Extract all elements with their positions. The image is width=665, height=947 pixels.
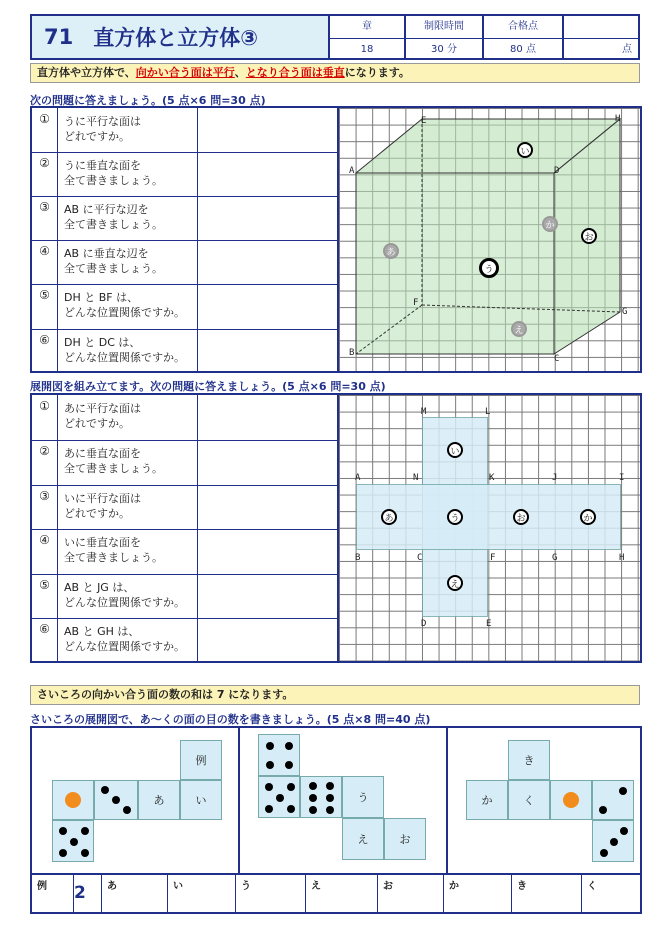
answer-field[interactable] <box>198 240 337 284</box>
answer-field[interactable] <box>198 152 337 196</box>
answer-cell-ki[interactable]: き <box>512 873 582 913</box>
die2-face-five <box>258 776 300 818</box>
answer-cell-ka[interactable]: か <box>444 873 512 913</box>
net-face-o: お <box>513 509 529 525</box>
cuboid-figure: A B C D E F G H あ い う え お か <box>339 108 640 371</box>
dice-rule-banner: さいころの向かい合う面の数の和は 7 になります。 <box>30 685 640 705</box>
section1-instructions: 次の問題に答えましょう。(5 点×6 問=30 点) <box>30 94 266 107</box>
die3-face-ka: か <box>466 780 508 820</box>
answer-field[interactable] <box>198 329 337 371</box>
net-figure: M L A N K J I B C F G H D E い あ う お か え <box>339 395 640 661</box>
q2-row-3: ③ いに平行な面は どれですか。 <box>32 485 337 530</box>
page-title <box>30 14 330 60</box>
answer-field[interactable] <box>198 196 337 240</box>
time-limit-box: 制限時間 30 分 <box>406 14 484 60</box>
q2-row-4: ④ いに垂直な面を 全て書きましょう。 <box>32 529 337 575</box>
answer-field[interactable] <box>198 284 337 329</box>
die3-face-one <box>550 780 592 820</box>
answer-cell-u[interactable]: う <box>236 873 306 913</box>
die1-face-three <box>94 780 138 820</box>
answer-field[interactable] <box>198 529 337 574</box>
section3-instructions: さいころの展開図で、あ～くの面の目の数を書きましょう。(5 点×8 問=40 点) <box>30 713 431 726</box>
die2-face-e: え <box>342 818 384 860</box>
q1-row-4: ④ AB に垂直な辺を 全て書きましょう。 <box>32 240 337 285</box>
q1-row-5: ⑤ DH と BF は、 どんな位置関係ですか。 <box>32 284 337 330</box>
worksheet-title: 直方体と立方体③ <box>93 26 259 50</box>
die2-face-u: う <box>342 776 384 818</box>
q1-row-6: ⑥ DH と DC は、 どんな位置関係ですか。 <box>32 329 337 371</box>
q1-row-1: ① うに平行な面は どれですか。 <box>32 108 337 153</box>
die2-face-six <box>300 776 342 818</box>
q2-row-2: ② あに垂直な面を 全て書きましょう。 <box>32 440 337 486</box>
answer-cell-a[interactable]: あ <box>102 873 168 913</box>
net-face-i: い <box>447 442 463 458</box>
answer-cell-i[interactable]: い <box>168 873 236 913</box>
net-face-u: う <box>447 509 463 525</box>
rule-banner: 直方体や立方体で、向かい合う面は平行、となり合う面は垂直になります。 <box>30 63 640 83</box>
die1-rei-face: 例 <box>180 740 222 780</box>
answer-cell-ku[interactable]: く <box>587 881 597 892</box>
net-face-e: え <box>447 575 463 591</box>
q1-row-2: ② うに垂直な面を 全て書きましょう。 <box>32 152 337 197</box>
q1-row-3: ③ AB に平行な辺を 全て書きましょう。 <box>32 196 337 241</box>
die3-face-ki: き <box>508 740 550 780</box>
answer-field[interactable] <box>198 440 337 485</box>
face-e-marker: え <box>511 321 527 337</box>
score-box[interactable]: 点 <box>564 14 640 60</box>
worksheet-number: 71 <box>44 25 74 49</box>
answer-label-rei: 例 <box>32 873 74 913</box>
die2-face-four <box>258 734 300 776</box>
face-a-marker: あ <box>383 243 399 259</box>
answer-cell-e[interactable]: え <box>306 873 378 913</box>
die1-face-one <box>52 780 94 820</box>
face-o-marker: お <box>581 228 597 244</box>
die3-face-two <box>592 780 634 820</box>
die3-face-three <box>592 820 634 862</box>
net-face-ka: か <box>580 509 596 525</box>
q2-row-6: ⑥ AB と GH は、 どんな位置関係ですか。 <box>32 618 337 661</box>
answer-field[interactable] <box>198 485 337 529</box>
die1-face-a: あ <box>138 780 180 820</box>
answer-cell-o[interactable]: お <box>378 873 444 913</box>
answer-field[interactable] <box>198 108 337 152</box>
chapter-box: 章 18 <box>330 14 406 60</box>
die3-face-ku: く <box>508 780 550 820</box>
die2-face-o: お <box>384 818 426 860</box>
q2-row-5: ⑤ AB と JG は、 どんな位置関係ですか。 <box>32 574 337 619</box>
die1-face-five <box>52 820 94 862</box>
answer-rei-value: 2 <box>74 873 102 913</box>
net-face-a: あ <box>381 509 397 525</box>
answer-field[interactable] <box>198 395 337 440</box>
passing-score-box: 合格点 80 点 <box>484 14 564 60</box>
answer-field[interactable] <box>198 574 337 618</box>
q2-row-1: ① あに平行な面は どれですか。 <box>32 395 337 441</box>
face-u-marker: う <box>479 258 499 278</box>
face-i-marker: い <box>517 142 533 158</box>
question-table-1 <box>30 106 642 373</box>
die1-face-i: い <box>180 780 222 820</box>
question-table-2 <box>30 393 642 663</box>
answer-field[interactable] <box>198 618 337 661</box>
section2-instructions: 展開図を組み立てます。次の問題に答えましょう。(5 点×6 問=30 点) <box>30 380 386 393</box>
face-ka-marker: か <box>542 216 558 232</box>
